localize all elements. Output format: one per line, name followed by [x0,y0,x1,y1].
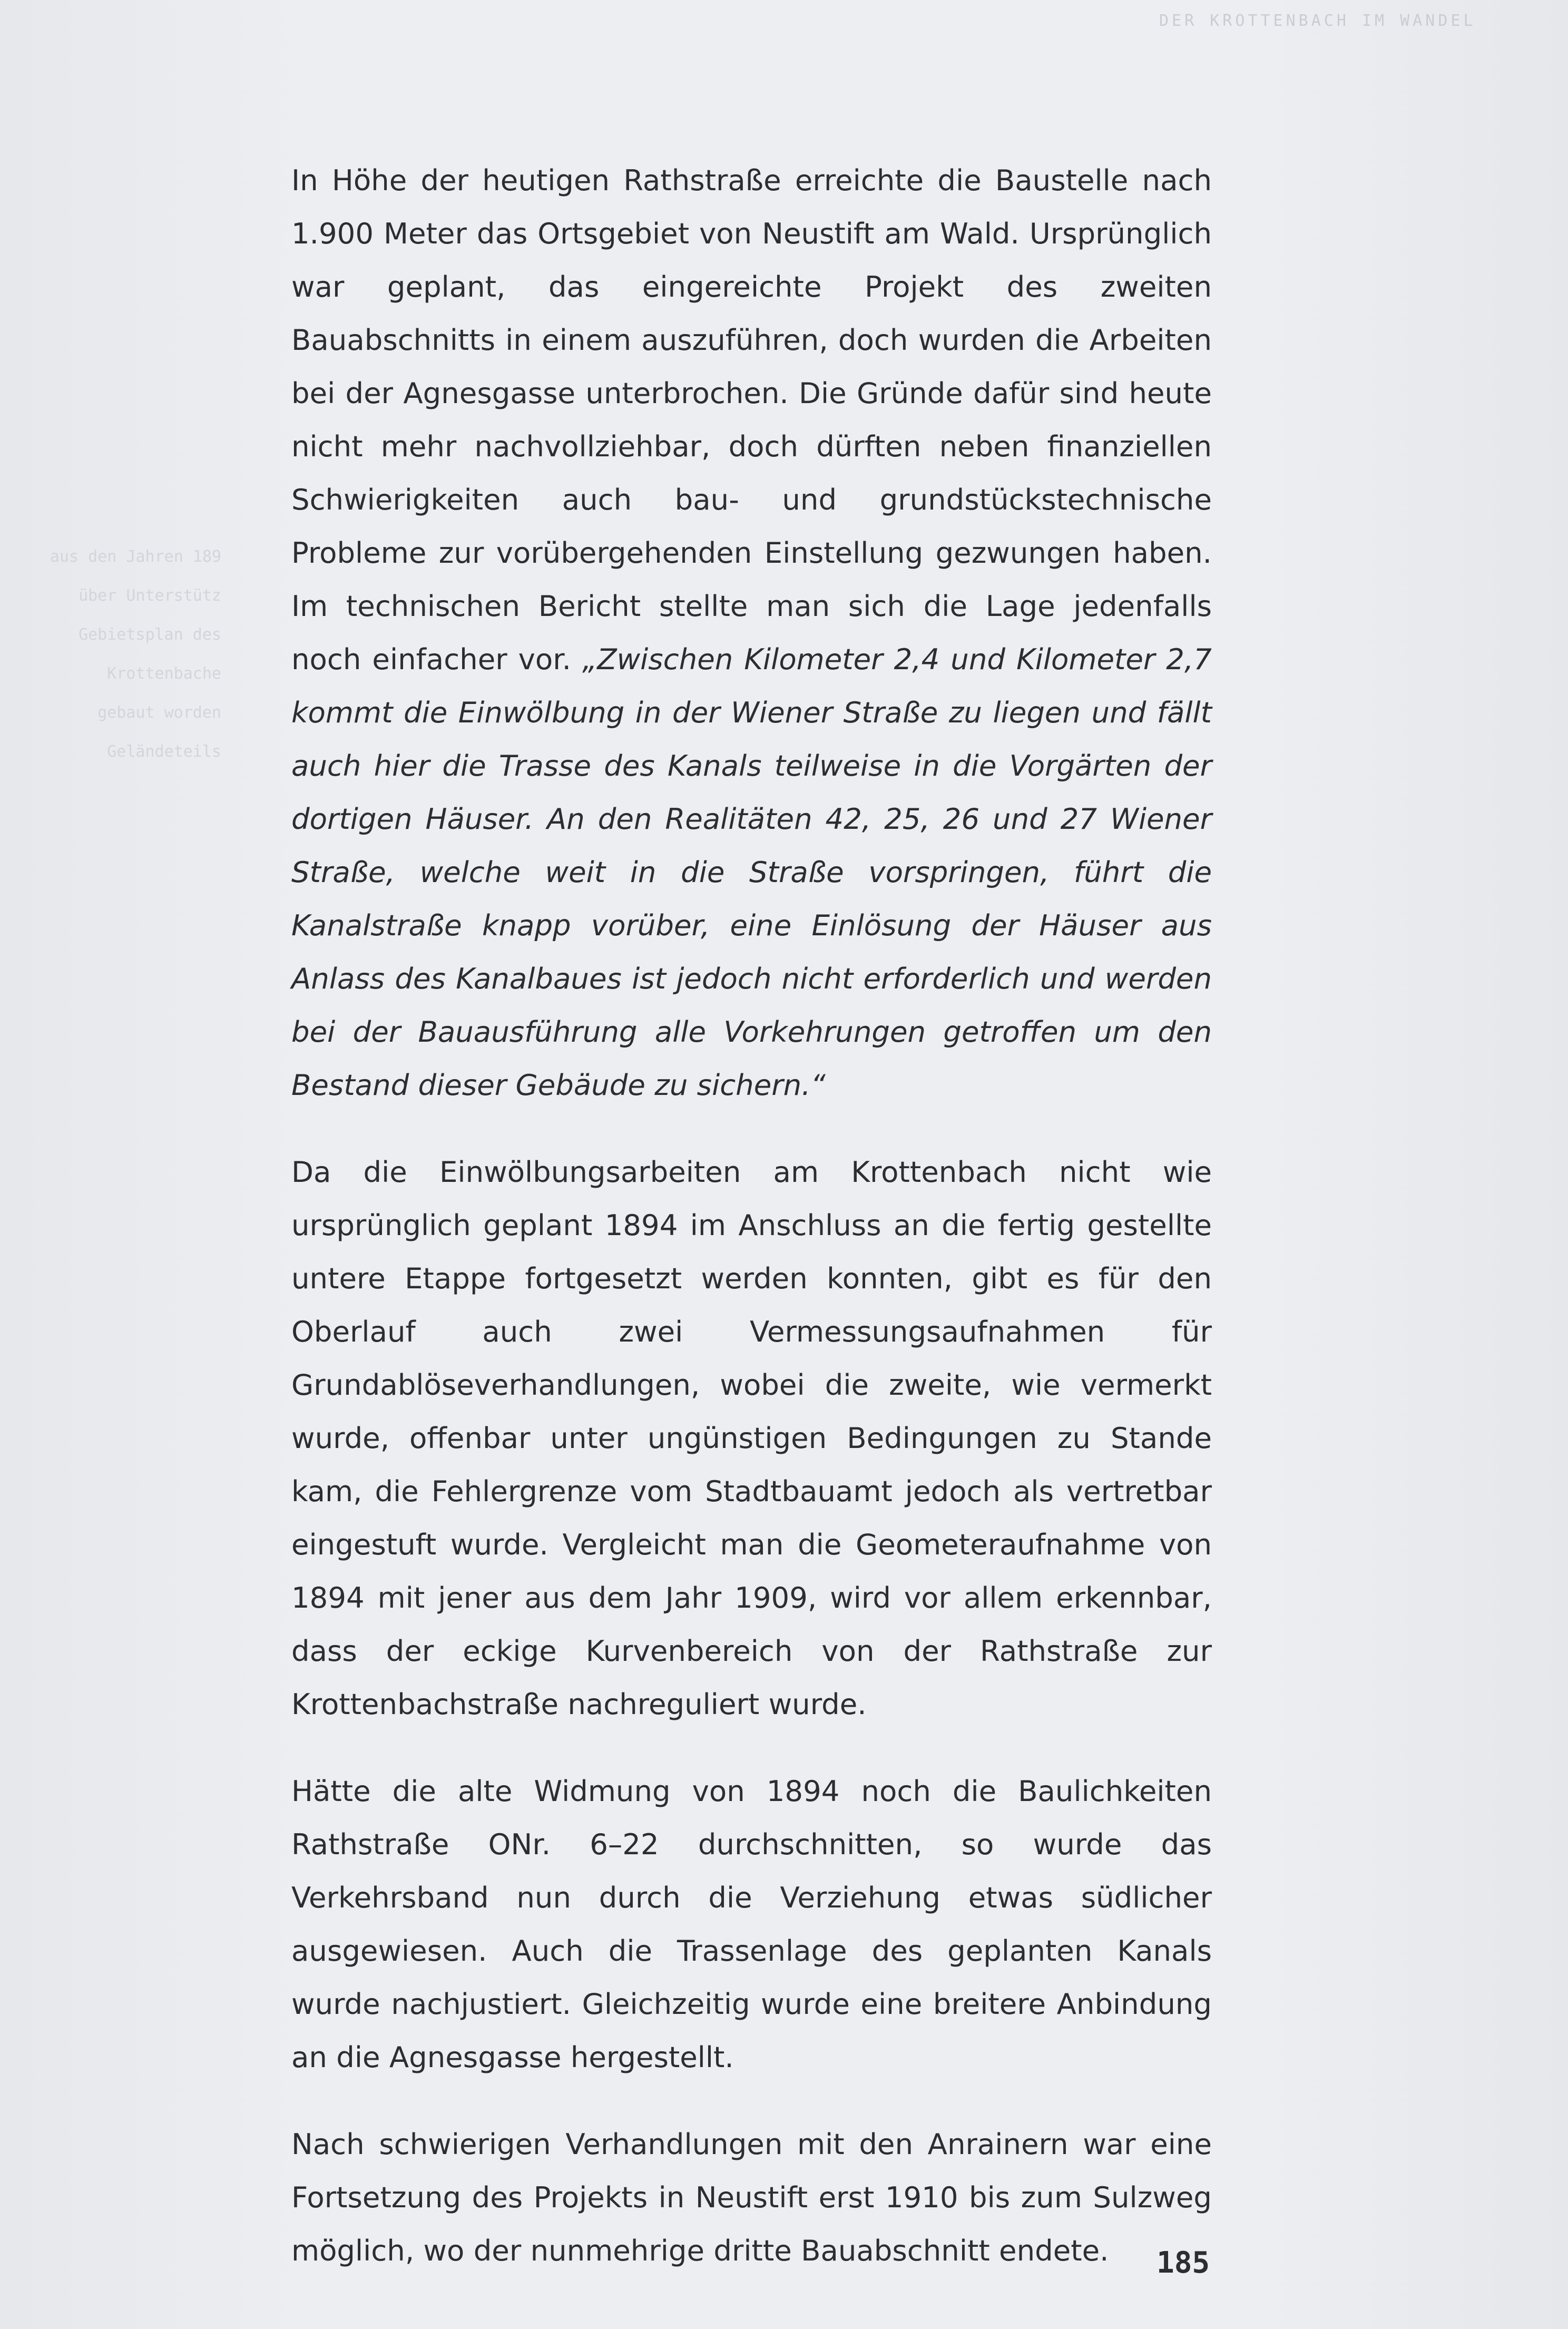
margin-fragment: aus den Jahren 189 [50,547,221,566]
body-text [291,154,1212,2311]
paragraph-3: Hätte die alte Widmung von 1894 noch die Baulichkeiten Rathstraße ONr. 6–22 durchschnitten, so wurde das Verkehrsband nun durch die Verziehung etwas südlicher ausgewiesen. Auch die Trassenlage des geplanten Kanals wurde nachjustiert. Gleichzeitig wurde eine breitere Anbindung an die Agnesgasse hergestellt. [291,1774,1212,2074]
show-through-margin-text [0,537,221,771]
paragraph-1-text: In Höhe der heutigen Rathstraße erreichte die Baustelle nach 1.900 Meter das Ortsgebiet von Neustift am Wald. Ursprünglich war geplant, das eingereichte Projekt des zweiten Bauabschnitts in einem auszuführen, doch wurden die Arbeiten bei der Agnesgasse unterbrochen. Die Gründe dafür sind heute nicht mehr nachvollziehbar, doch dürften neben finanziellen Schwierigkeiten auch bau- und grundstückstechnische Probleme zur vorübergehenden Einstellung gezwungen haben. Im technischen Bericht stellte man sich die Lage jedenfalls noch einfacher vor. [291,163,1212,676]
margin-fragment: Krottenbache [107,664,221,683]
running-head: DER KROTTENBACH IM WANDEL [1159,12,1476,30]
page-number: 185 [1157,2246,1210,2280]
paragraph-4: Nach schwierigen Verhandlungen mit den Anrainern war eine Fortsetzung des Projekts in Neustift erst 1910 bis zum Sulzweg möglich, wo der nunmehrige dritte Bauabschnitt endete. [291,2127,1212,2267]
margin-fragment: gebaut worden [97,703,221,722]
margin-fragment: Geländeteils [107,742,221,761]
margin-fragment: über Unterstütz [79,586,221,605]
paragraph-2: Da die Einwölbungsarbeiten am Krottenbach nicht wie ursprünglich geplant 1894 im Anschluss an die fertig gestellte untere Etappe fortgesetzt werden konnten, gibt es für den Oberlauf auch zwei Vermessungsaufnahmen für Grundablöseverhandlungen, wobei die zweite, wie vermerkt wurde, offenbar unter ungünstigen Bedingungen zu Stande kam, die Fehlergrenze vom Stadtbauamt jedoch als vertretbar eingestuft wurde. Vergleicht man die Geometeraufnahme von 1894 mit jener aus dem Jahr 1909, wird vor allem erkennbar, dass der eckige Kurvenbereich von der Rathstraße zur Krottenbachstraße nachreguliert wurde. [291,1155,1212,1721]
technical-report-quote: „Zwischen Kilometer 2,4 und Kilometer 2,7 kommt die Einwölbung in der Wiener Straße zu liegen und fällt auch hier die Trasse des Kanals teilweise in die Vorgärten der dortigen Häuser. An den Realitäten 42, 25, 26 und 27 Wiener Straße, welche weit in die Straße vorspringen, führt die Kanalstraße knapp vorüber, eine Einlösung der Häuser aus Anlass des Kanalbaues ist jedoch nicht erforderlich und werden bei der Bauausführung alle Vorkehrungen getroffen um den Bestand dieser Gebäude zu sichern.“ [291,642,1212,1102]
margin-fragment: Gebietsplan des [79,625,221,644]
paragraph-1 [291,154,1212,1112]
